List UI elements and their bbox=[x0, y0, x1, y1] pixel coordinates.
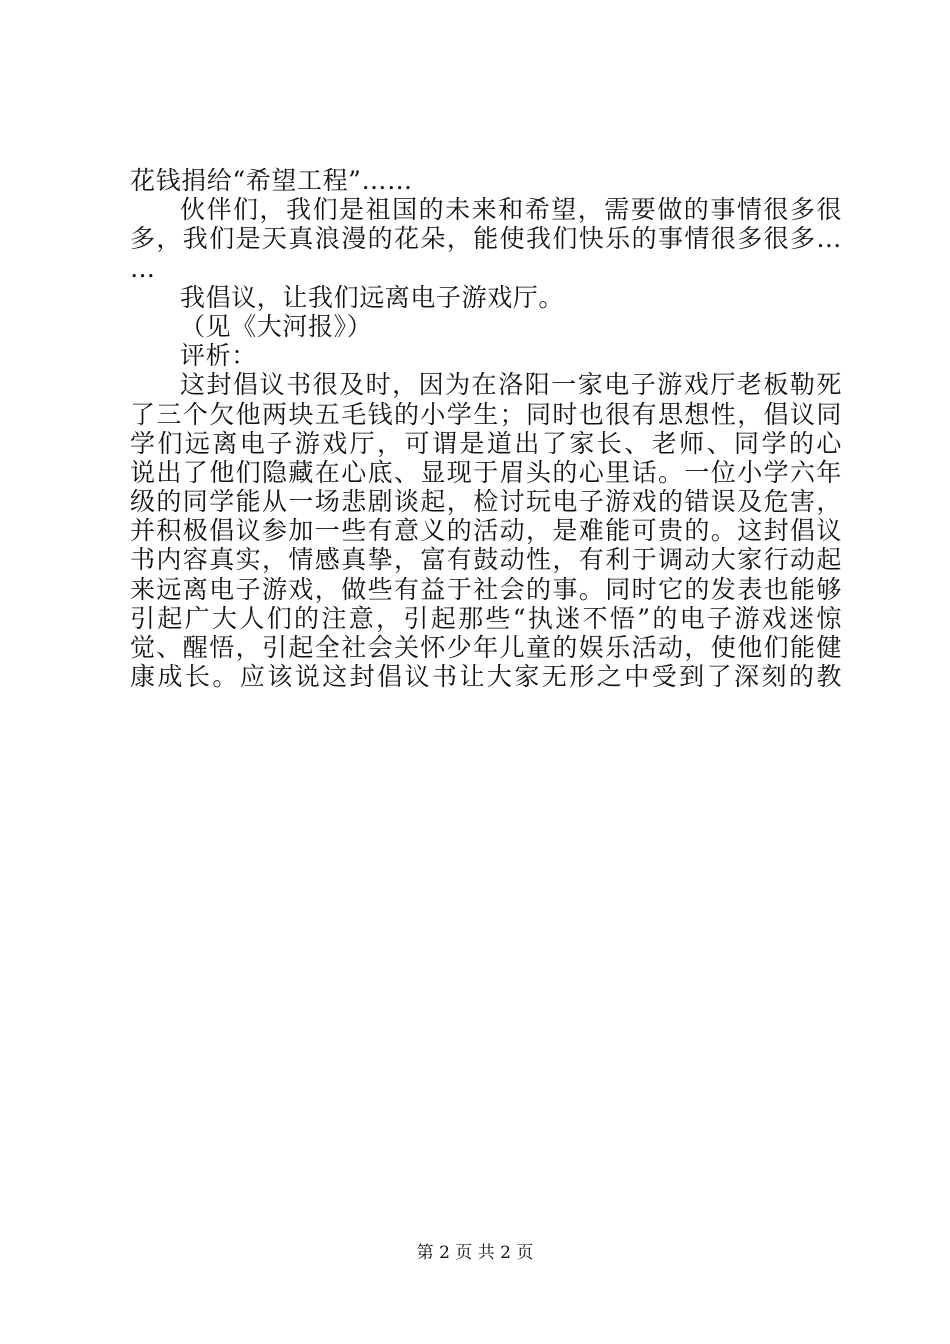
text-line: 了三个欠他两块五毛钱的小学生；同时也很有思想性，倡议同 bbox=[130, 399, 842, 429]
text-line: 级的同学能从一场悲剧谈起，检讨玩电子游戏的错误及危害， bbox=[130, 487, 842, 517]
text-line: 引起广大人们的注意，引起那些“执迷不悟”的电子游戏迷惊 bbox=[130, 603, 842, 633]
text-line: 康成长。应该说这封倡议书让大家无形之中受到了深刻的教 bbox=[130, 662, 842, 692]
text-line: 我倡议，让我们远离电子游戏厅。 bbox=[180, 282, 565, 312]
text-line: 多，我们是天真浪漫的花朵，能使我们快乐的事情很多很多… bbox=[130, 224, 842, 254]
text-line: 来远离电子游戏，做些有益于社会的事。同时它的发表也能够 bbox=[130, 574, 842, 604]
text-line: 说出了他们隐藏在心底、显现于眉头的心里话。一位小学六年 bbox=[130, 457, 842, 487]
document-body bbox=[130, 166, 842, 691]
text-line: … bbox=[130, 253, 156, 283]
text-line: 觉、醒悟，引起全社会关怀少年儿童的娱乐活动，使他们能健 bbox=[130, 633, 842, 662]
page-number-footer: 第 2 页 共 2 页 bbox=[416, 1243, 534, 1263]
text-line: 花钱捐给“希望工程”…… bbox=[130, 166, 413, 195]
text-line: 书内容真实，情感真挚，富有鼓动性，有利于调动大家行动起 bbox=[130, 545, 842, 575]
text-line: 学们远离电子游戏厅，可谓是道出了家长、老师、同学的心 bbox=[130, 428, 842, 458]
text-line: 这封倡议书很及时，因为在洛阳一家电子游戏厅老板勒死 bbox=[180, 370, 842, 400]
text-line: 评析： bbox=[180, 341, 257, 371]
text-line: （见《大河报》） bbox=[180, 311, 373, 341]
text-line: 伙伴们，我们是祖国的未来和希望，需要做的事情很多很 bbox=[180, 195, 842, 225]
text-line: 并积极倡议参加一些有意义的活动，是难能可贵的。这封倡议 bbox=[130, 516, 842, 546]
